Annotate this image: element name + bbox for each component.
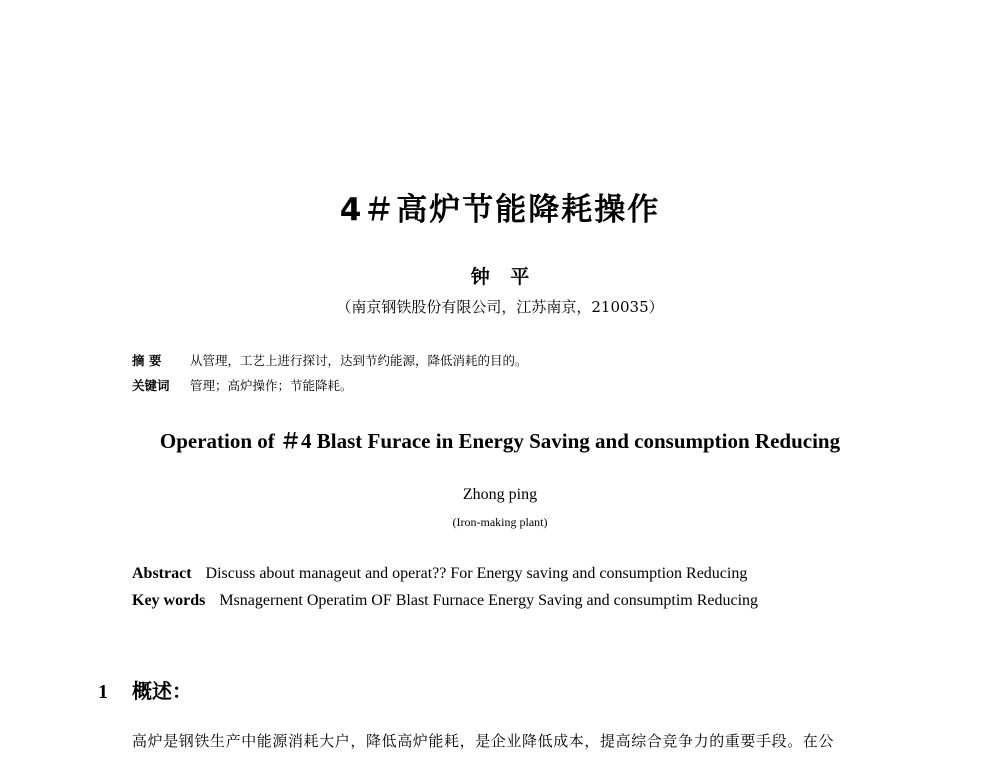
keywords-en-text: Msnagernent Operatim OF Blast Furnace Energy Saving and consumptim Reducing bbox=[219, 592, 759, 609]
abstract-cn bbox=[132, 351, 528, 369]
keywords-en bbox=[132, 592, 758, 610]
body-paragraph: 高炉是钢铁生产中能源消耗大户，降低高炉能耗，是企业降低成本，提高综合竞争力的重要手段。在公 bbox=[132, 732, 835, 750]
keywords-cn bbox=[132, 376, 353, 394]
abstract-cn-label: 摘 要 bbox=[132, 353, 162, 368]
keywords-cn-text: 管理；高炉操作；节能降耗。 bbox=[190, 378, 353, 393]
abstract-en bbox=[132, 565, 747, 583]
section-heading bbox=[98, 675, 192, 704]
section-number: 1 bbox=[98, 681, 108, 703]
abstract-en-text: Discuss about manageut and operat?? For Energy saving and consumption Reducing bbox=[205, 565, 748, 582]
keywords-en-label: Key words bbox=[132, 592, 206, 609]
abstract-cn-text: 从管理，工艺上进行探讨，达到节约能源，降低消耗的目的。 bbox=[190, 353, 528, 368]
affiliation-cn: （南京钢铁股份有限公司，江苏南京，210035） bbox=[336, 298, 664, 316]
keywords-cn-label: 关键词 bbox=[132, 378, 170, 393]
author-name-cn: 钟 平 bbox=[470, 266, 530, 288]
paper-title-cn: 4＃高炉节能降耗操作 bbox=[339, 192, 661, 228]
affiliation-en: (Iron-making plant) bbox=[452, 515, 548, 529]
paper-title-en: Operation of ＃4 Blast Furace in Energy Saving and consumption Reducing bbox=[159, 429, 841, 453]
author-name-en: Zhong ping bbox=[462, 486, 538, 503]
abstract-en-label: Abstract bbox=[132, 565, 192, 582]
section-title: 概述： bbox=[132, 679, 192, 703]
